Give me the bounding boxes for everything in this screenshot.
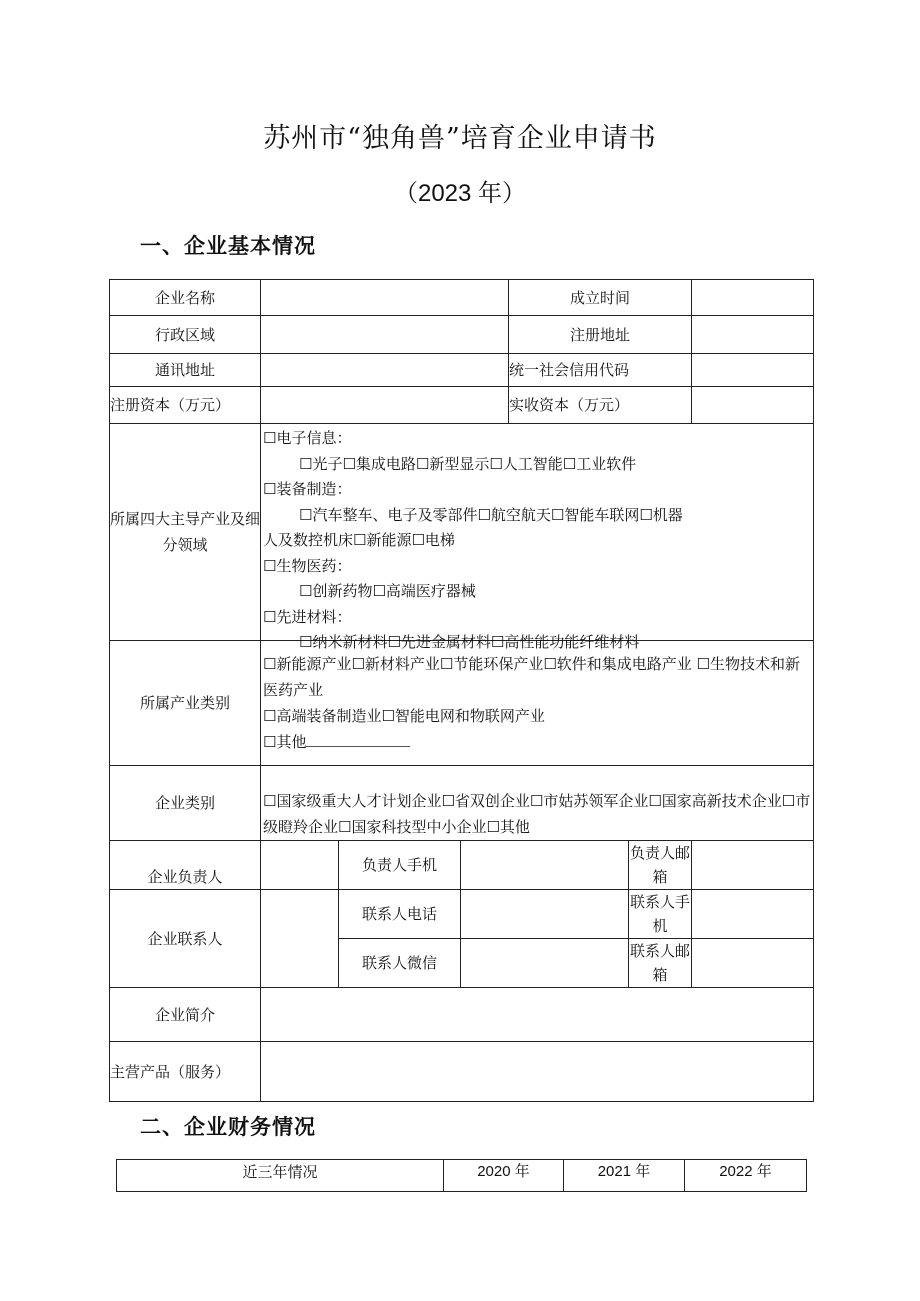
contact-email-label: 联系人邮箱 bbox=[629, 939, 692, 988]
company-category-label: 企业类别 bbox=[110, 766, 261, 841]
contact-label: 企业联系人 bbox=[110, 890, 261, 988]
intro-field[interactable] bbox=[261, 988, 814, 1042]
finance-year-2021: 2021 年 bbox=[564, 1160, 685, 1192]
other-blank-line[interactable] bbox=[306, 732, 410, 747]
company-name-field[interactable] bbox=[261, 280, 509, 316]
industry-electronics[interactable]: ☐电子信息： bbox=[263, 429, 352, 447]
document-year: （2023 年） bbox=[393, 180, 527, 207]
basic-info-table bbox=[109, 279, 814, 1102]
head-email-label: 负责人邮箱 bbox=[629, 841, 692, 890]
contact-mobile-field[interactable] bbox=[692, 890, 814, 939]
paid-capital-field[interactable] bbox=[692, 387, 814, 424]
reg-capital-field[interactable] bbox=[261, 387, 509, 424]
finance-period-label: 近三年情况 bbox=[117, 1160, 444, 1192]
contact-tel-label: 联系人电话 bbox=[339, 890, 461, 939]
document-title: 苏州市“独角兽”培育企业申请书 bbox=[263, 123, 657, 154]
mail-address-label: 通讯地址 bbox=[110, 354, 261, 387]
section-heading-finance: 二、企业财务情况 bbox=[140, 1115, 316, 1139]
products-label: 主营产品（服务） bbox=[110, 1042, 261, 1102]
company-name-label: 企业名称 bbox=[110, 280, 261, 316]
contact-email-field[interactable] bbox=[692, 939, 814, 988]
company-category-options[interactable]: ☐国家级重大人才计划企业☐省双创企业☐市姑苏领军企业☐国家高新技术企业☐市级瞪羚企业☐国家科技型中小企业☐其他 bbox=[261, 766, 814, 841]
mail-address-field[interactable] bbox=[261, 354, 509, 387]
reg-address-field[interactable] bbox=[692, 316, 814, 354]
industry-materials-sub[interactable]: ☐纳米新材料☐先进金属材料☐高性能功能纤维材料 bbox=[299, 633, 640, 651]
reg-capital-label: 注册资本（万元） bbox=[110, 387, 261, 424]
industry-type-options[interactable] bbox=[261, 641, 814, 766]
finance-year-2022: 2022 年 bbox=[685, 1160, 807, 1192]
contact-tel-field[interactable] bbox=[461, 890, 629, 939]
industry-equipment-sub-cont[interactable]: 人及数控机床☐新能源☐电梯 bbox=[263, 531, 455, 549]
head-phone-label: 负责人手机 bbox=[339, 841, 461, 890]
district-label: 行政区域 bbox=[110, 316, 261, 354]
industry-equipment[interactable]: ☐装备制造： bbox=[263, 480, 352, 498]
industry-label: 所属四大主导产业及细分领域 bbox=[110, 424, 261, 641]
industry-type-line-1[interactable]: ☐新能源产业☐新材料产业☐节能环保产业☐软件和集成电路产业 ☐生物技术和新医药产业 bbox=[263, 655, 801, 699]
section-heading-basic-info: 一、企业基本情况 bbox=[140, 234, 316, 258]
founded-field[interactable] bbox=[692, 280, 814, 316]
finance-year-2020: 2020 年 bbox=[444, 1160, 564, 1192]
founded-label: 成立时间 bbox=[509, 280, 692, 316]
industry-type-line-2[interactable]: ☐高端装备制造业☐智能电网和物联网产业 bbox=[263, 707, 545, 725]
industry-equipment-sub[interactable]: ☐汽车整车、电子及零部件☐航空航天☐智能车联网☐机器 bbox=[299, 505, 683, 524]
finance-table bbox=[116, 1159, 807, 1192]
industry-biomed-sub[interactable]: ☐创新药物☐高端医疗器械 bbox=[299, 582, 476, 600]
contact-wechat-label: 联系人微信 bbox=[339, 939, 461, 988]
contact-mobile-label: 联系人手机 bbox=[629, 890, 692, 939]
credit-code-field[interactable] bbox=[692, 354, 814, 387]
head-label: 企业负责人 bbox=[110, 841, 261, 890]
contact-name-field[interactable] bbox=[261, 890, 339, 988]
industry-biomed[interactable]: ☐生物医药： bbox=[263, 556, 352, 575]
credit-code-label: 统一社会信用代码 bbox=[509, 354, 692, 387]
head-email-field[interactable] bbox=[692, 841, 814, 890]
district-field[interactable] bbox=[261, 316, 509, 354]
head-name-field[interactable] bbox=[261, 841, 339, 890]
paid-capital-label: 实收资本（万元） bbox=[509, 387, 692, 424]
industry-electronics-sub[interactable]: ☐光子☐集成电路☐新型显示☐人工智能☐工业软件 bbox=[299, 454, 637, 473]
industry-materials[interactable]: ☐先进材料： bbox=[263, 607, 352, 626]
products-field[interactable] bbox=[261, 1042, 814, 1102]
industry-type-other-label: ☐其他 bbox=[263, 733, 307, 751]
industry-type-other[interactable] bbox=[263, 729, 811, 755]
industry-type-label: 所属产业类别 bbox=[110, 641, 261, 766]
intro-label: 企业简介 bbox=[110, 988, 261, 1042]
industry-options[interactable] bbox=[261, 424, 814, 651]
contact-wechat-field[interactable] bbox=[461, 939, 629, 988]
reg-address-label: 注册地址 bbox=[509, 316, 692, 354]
head-phone-field[interactable] bbox=[461, 841, 629, 890]
